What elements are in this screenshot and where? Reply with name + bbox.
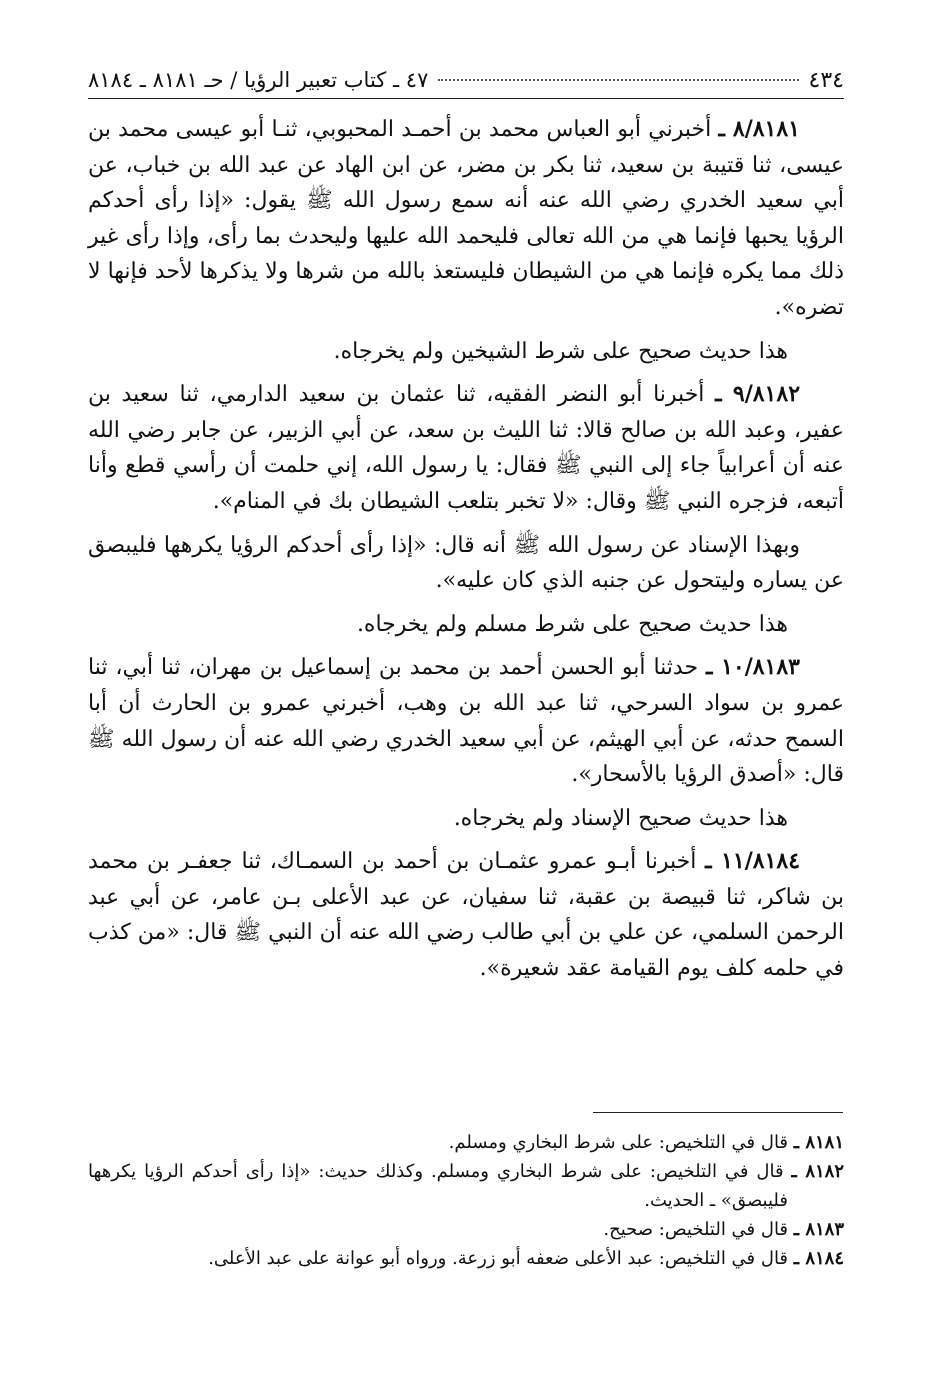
hadith-text: حدثنا أبو الحسن أحمد بن محمد بن إسماعيل بن مهران، ثنا أبي، ثنا عمرو بن سواد السرحي، ثنا عبد الله بن وهب، أخبرني عمرو بن الحارث أن أبا السمح حدثه، عن أبي الهيثم، عن أبي سعيد الخدري رضي الله عنه أن رسول الله ﷺ قال: «أصدق الرؤيا بالأسحار». <box>88 655 844 788</box>
footnote-text: قال في التلخيص: على شرط البخاري ومسلم. <box>448 1132 789 1153</box>
footnotes <box>88 1128 844 1273</box>
hadith-number: ٩/٨١٨٢ ـ <box>715 381 801 408</box>
footnote-number: ٨١٨٣ ـ <box>793 1219 844 1240</box>
hadith-text: أخبرنا أبـو عمرو عثمـان بن أحمد بن السمـاك، ثنا جعفـر بن محمد بن شاكر، ثنا قبيصة بن عقبة، ثنا سفيان، عن عبد الأعلى بـن عامر، عن أبي عبد الرحمن السلمي، عن علي بن أبي طالب رضي الله عنه أن النبي ﷺ قال: «من كذب في حلمه كلف يوم القيامة عقد شعيرة». <box>88 849 844 982</box>
hadith-text: أخبرني أبو العباس محمد بن أحمـد المحبوبي، ثنـا أبو عيسى محمد بن عيسى، ثنا قتيبة بن سعيد، ثنا بكر بن مضر، عن ابن الهاد عن عبد الله بن خباب، عن أبي سعيد الخدري رضي الله عنه أنه سمع رسول الله ﷺ يقول: «إذا رأى أحدكم الرؤيا يحبها فإنما هي من الله تعالى فليحمد الله عليها وليحدث بما رأى، وإذا رأى غير ذلك مما يكره فإنما هي من الشيطان فليستعذ بالله من شرها ولا يذكرها لأحد فإنها لا تضره». <box>88 117 844 320</box>
page-number: ٤٣٤ <box>808 67 844 93</box>
footnote <box>88 1128 844 1157</box>
footnote-text: قال في التلخيص: عبد الأعلى ضعفه أبو زرعة. ورواه أبو عوانة على عبد الأعلى. <box>208 1248 789 1269</box>
hadith-number: ١٠/٨١٨٣ ـ <box>706 654 800 681</box>
footnote-number: ٨١٨٢ ـ <box>791 1161 844 1182</box>
footnote-number: ٨١٨٤ ـ <box>793 1248 844 1269</box>
running-header <box>88 62 844 99</box>
hadith-additional-text: وبهذا الإسناد عن رسول الله ﷺ أنه قال: «إذا رأى أحدكم الرؤيا يكرهها فليبصق عن يساره وليتحول عن جنبه الذي كان عليه». <box>88 532 844 594</box>
footnote <box>88 1215 844 1244</box>
hadith-text: أخبرنا أبو النضر الفقيه، ثنا عثمان بن سعيد الدارمي، ثنا سعيد بن عفير، وعبد الله بن صالح قالا: ثنا الليث بن سعد، عن أبي الزبير، عن جابر رضي الله عنه أن أعرابياً جاء إلى النبي ﷺ فقال: يا رسول الله، إني حلمت أن رأسي قطع وأنا أتبعه، فزجره النبي ﷺ وقال: «لا تخبر بتلعب الشيطان بك في المنام». <box>88 382 844 514</box>
footnote <box>88 1157 844 1215</box>
footnote-number: ٨١٨١ ـ <box>793 1132 844 1153</box>
hadith-entry <box>88 844 844 986</box>
main-text <box>88 112 844 995</box>
hadith-verdict: هذا حديث صحيح على شرط الشيخين ولم يخرجاه. <box>333 338 788 364</box>
footnote-separator <box>593 1112 843 1113</box>
footnote <box>88 1244 844 1273</box>
hadith-number: ١١/٨١٨٤ ـ <box>705 848 801 875</box>
hadith-entry <box>88 112 844 326</box>
chapter-title: ٤٧ ـ كتاب تعبير الرؤيا / حـ ٨١٨١ ـ ٨١٨٤ <box>88 68 429 92</box>
hadith-entry <box>88 650 844 792</box>
footnote-text: قال في التلخيص: على شرط البخاري ومسلم. وكذلك حديث: «إذا رأى أحدكم الرؤيا يكرهها فليبصق» ـ الحديث. <box>88 1161 788 1211</box>
hadith-number: ٨/٨١٨١ ـ <box>718 116 800 142</box>
header-dot-leader <box>438 79 798 81</box>
footnote-text: قال في التلخيص: صحيح. <box>603 1219 789 1240</box>
hadith-verdict: هذا حديث صحيح الإسناد ولم يخرجاه. <box>453 805 788 831</box>
hadith-entry <box>88 377 844 519</box>
hadith-verdict: هذا حديث صحيح على شرط مسلم ولم يخرجاه. <box>356 611 788 637</box>
